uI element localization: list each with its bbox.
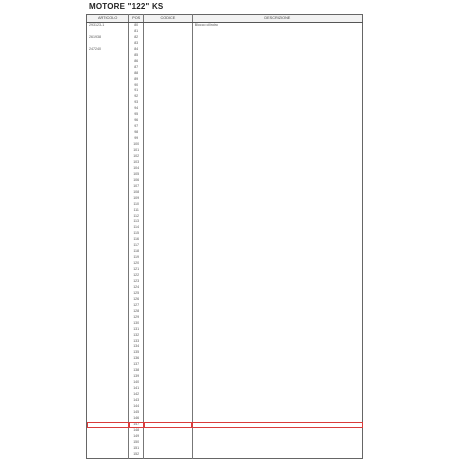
- cell-pos: 139: [129, 374, 144, 380]
- cell-pos: 138: [129, 368, 144, 374]
- cell-pos: 147: [129, 422, 144, 428]
- cell-pos: 89: [129, 77, 144, 83]
- cell-pos: 82: [129, 35, 144, 41]
- cell-articolo: 293123-1: [87, 23, 129, 29]
- cell-pos: 130: [129, 321, 144, 327]
- cell-pos: 91: [129, 88, 144, 94]
- cell-articolo: [87, 452, 129, 458]
- cell-pos: 120: [129, 261, 144, 267]
- cell-pos: 134: [129, 344, 144, 350]
- cell-codice: [144, 452, 193, 458]
- cell-pos: 145: [129, 410, 144, 416]
- cell-pos: 148: [129, 428, 144, 434]
- cell-articolo: 261938: [87, 35, 129, 41]
- cell-pos: 102: [129, 154, 144, 160]
- cell-pos: 146: [129, 416, 144, 422]
- cell-pos: 128: [129, 309, 144, 315]
- cell-pos: 125: [129, 291, 144, 297]
- cell-pos: 104: [129, 166, 144, 172]
- cell-pos: 100: [129, 142, 144, 148]
- cell-pos: 152: [129, 452, 144, 458]
- cell-pos: 108: [129, 190, 144, 196]
- cell-pos: 127: [129, 303, 144, 309]
- cell-pos: 98: [129, 130, 144, 136]
- column-header-pos: POS: [129, 15, 144, 23]
- cell-pos: 151: [129, 446, 144, 452]
- cell-articolo: 247240: [87, 47, 129, 53]
- cell-pos: 144: [129, 404, 144, 410]
- cell-pos: 118: [129, 249, 144, 255]
- cell-pos: 133: [129, 339, 144, 345]
- cell-pos: 143: [129, 398, 144, 404]
- parts-table: [86, 14, 363, 459]
- cell-pos: 84: [129, 47, 144, 53]
- column-header-codice: CODICE: [144, 15, 193, 23]
- cell-pos: 150: [129, 440, 144, 446]
- cell-pos: 106: [129, 178, 144, 184]
- column-header-descrizione: DESCRIZIONE: [192, 15, 362, 23]
- cell-pos: 85: [129, 53, 144, 59]
- cell-pos: 132: [129, 333, 144, 339]
- cell-pos: 113: [129, 219, 144, 225]
- cell-pos: 141: [129, 386, 144, 392]
- cell-pos: 123: [129, 279, 144, 285]
- cell-pos: 103: [129, 160, 144, 166]
- cell-pos: 110: [129, 202, 144, 208]
- cell-pos: 114: [129, 225, 144, 231]
- cell-pos: 111: [129, 208, 144, 214]
- cell-pos: 95: [129, 112, 144, 118]
- cell-pos: 94: [129, 106, 144, 112]
- cell-pos: 140: [129, 380, 144, 386]
- cell-pos: 124: [129, 285, 144, 291]
- cell-pos: 117: [129, 243, 144, 249]
- cell-pos: 115: [129, 231, 144, 237]
- cell-pos: 109: [129, 196, 144, 202]
- cell-pos: 122: [129, 273, 144, 279]
- cell-pos: 126: [129, 297, 144, 303]
- cell-pos: 119: [129, 255, 144, 261]
- cell-pos: 92: [129, 94, 144, 100]
- cell-pos: 80: [129, 23, 144, 29]
- cell-descrizione: Blocco cilindro: [194, 23, 218, 27]
- cell-pos: 81: [129, 29, 144, 35]
- table-row: [87, 452, 363, 458]
- cell-pos: 136: [129, 356, 144, 362]
- cell-pos: 137: [129, 362, 144, 368]
- table-header-row: [87, 15, 363, 23]
- cell-pos: 86: [129, 59, 144, 65]
- cell-descrizione: [192, 452, 362, 458]
- cell-pos: 142: [129, 392, 144, 398]
- cell-pos: 121: [129, 267, 144, 273]
- cell-pos: 99: [129, 136, 144, 142]
- cell-pos: 87: [129, 65, 144, 71]
- page-title: MOTORE "122" KS: [89, 2, 164, 11]
- cell-pos: 97: [129, 124, 144, 130]
- cell-pos: 112: [129, 214, 144, 220]
- cell-pos: 83: [129, 41, 144, 47]
- table-body: [87, 23, 363, 459]
- cell-pos: 101: [129, 148, 144, 154]
- cell-pos: 129: [129, 315, 144, 321]
- cell-pos: 88: [129, 71, 144, 77]
- cell-pos: 105: [129, 172, 144, 178]
- cell-pos: 107: [129, 184, 144, 190]
- cell-pos: 90: [129, 83, 144, 89]
- cell-pos: 96: [129, 118, 144, 124]
- column-header-articolo: ARTICOLO: [87, 15, 129, 23]
- cell-pos: 116: [129, 237, 144, 243]
- cell-pos: 149: [129, 434, 144, 440]
- cell-pos: 135: [129, 350, 144, 356]
- cell-pos: 131: [129, 327, 144, 333]
- cell-pos: 93: [129, 100, 144, 106]
